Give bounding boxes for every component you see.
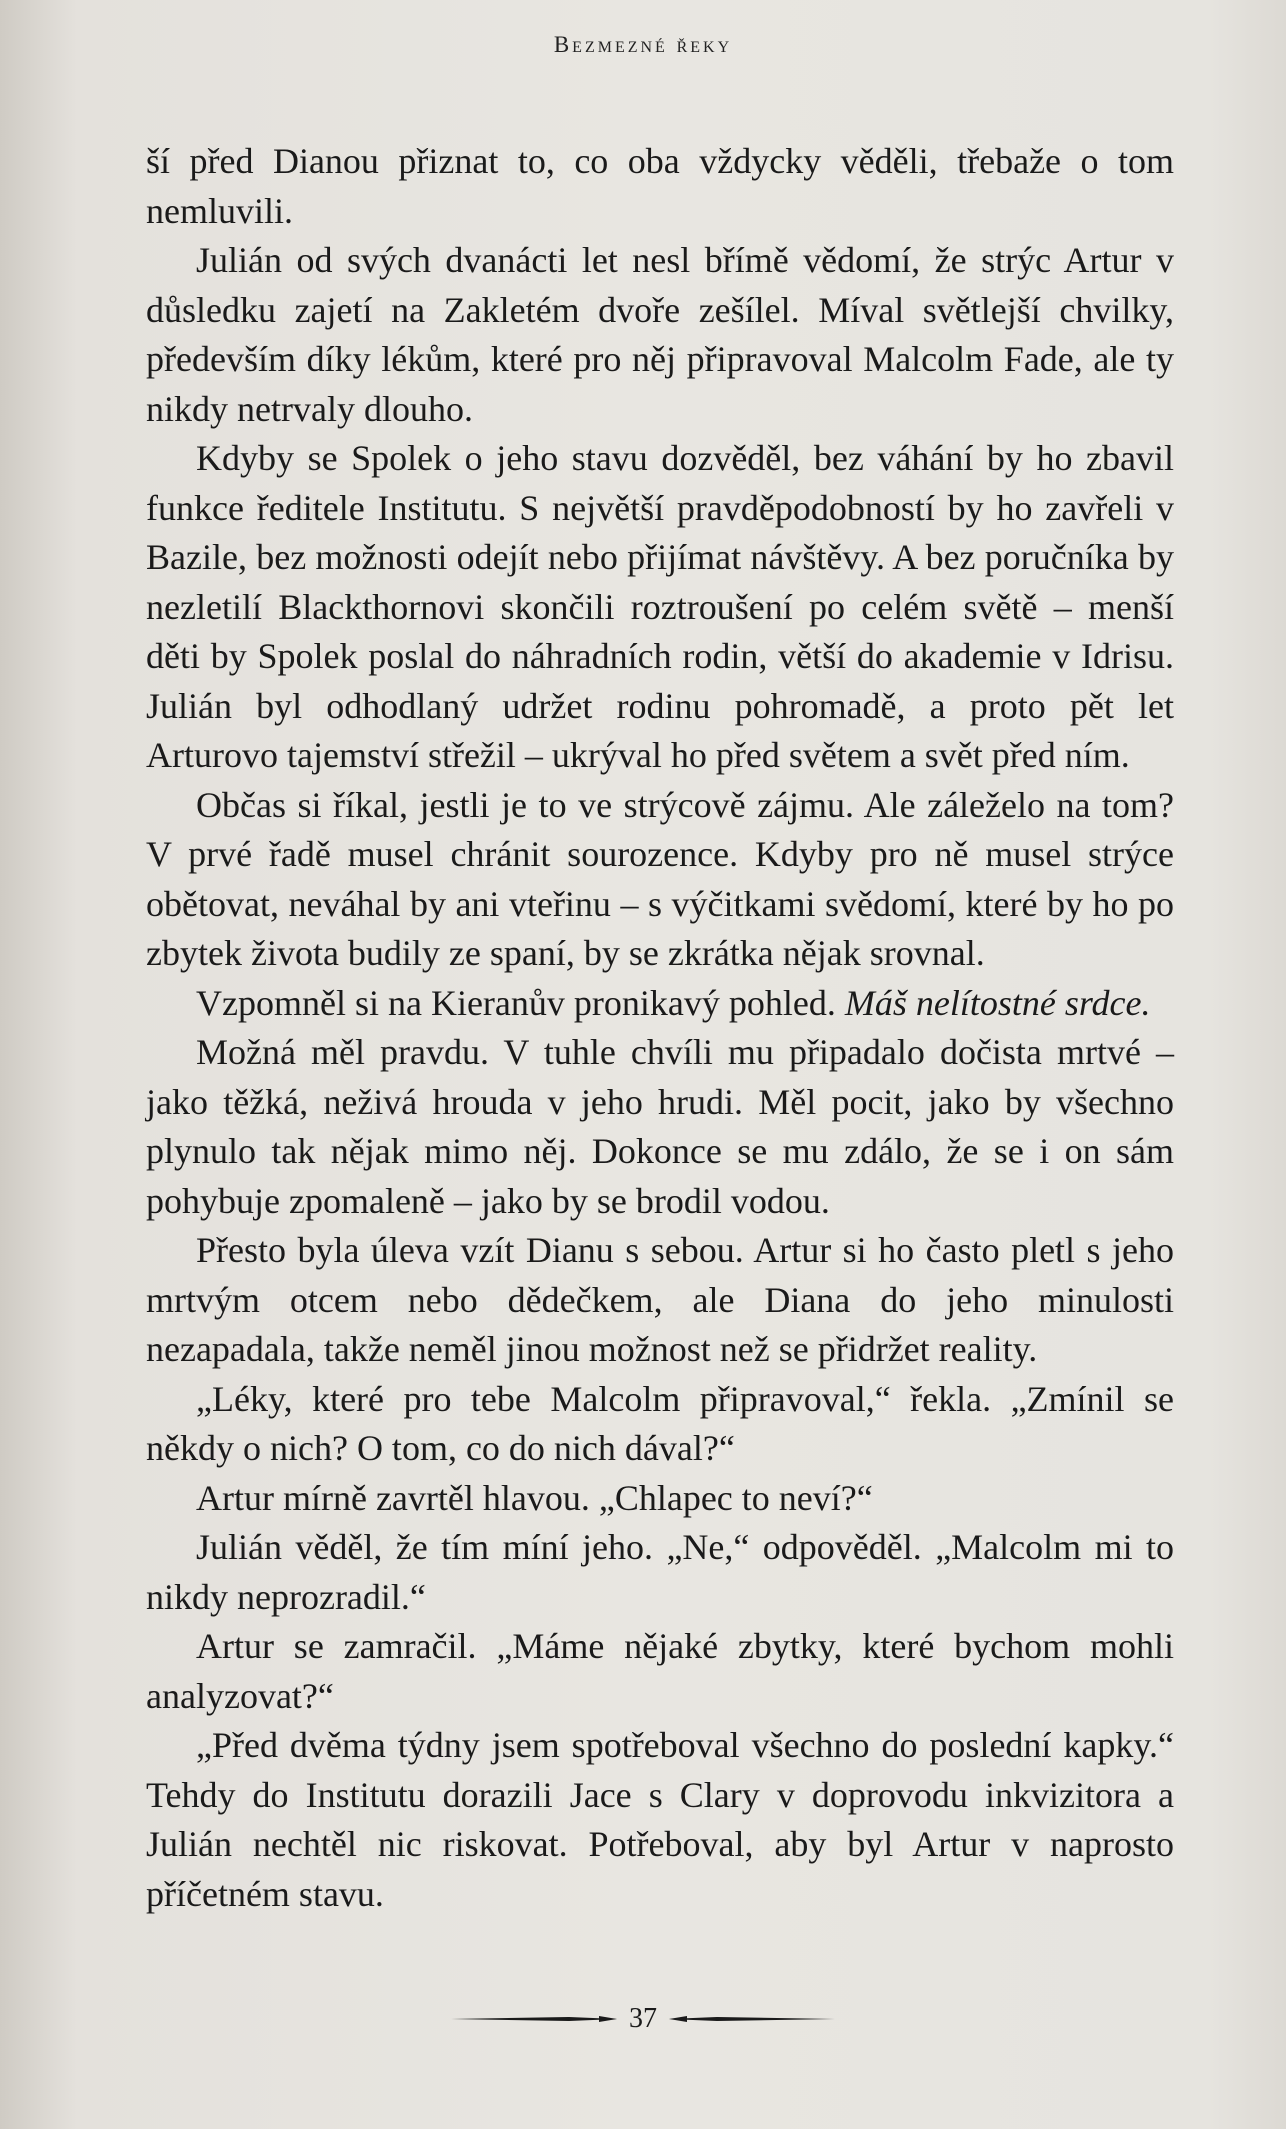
flourish-ornament-icon	[449, 2012, 619, 2026]
paragraph: Artur mírně zavrtěl hlavou. „Chlapec to neví?“	[196, 1477, 873, 1518]
paragraph: Občas si říkal, jestli je to ve strýcově zájmu. Ale záleželo na tom? V prvé řadě musel chránit sourozence. Kdyby pro ně musel strýce obětovat, neváhal by ani vteřinu – s výčitkami svědomí, které by ho po zbytek života budily ze spaní, by se zkrátka nějak srovnal.	[146, 784, 1174, 973]
running-head: Bezmezné řeky	[553, 32, 733, 57]
paragraph: Možná měl pravdu. V tuhle chvíli mu připadalo dočista mrtvé – jako těžká, neživá hrouda v jeho hrudi. Měl pocit, jako by všechno plynulo tak nějak mimo něj. Dokonce se mu zdálo, že se i on sám pohybuje zpomaleně – jako by se brodil vodou.	[146, 1032, 1174, 1221]
paragraph: „Léky, které pro tebe Malcolm připravoval,“ řekla. „Zmínil se někdy o nich? O tom, co do nich dával?“	[146, 1378, 1174, 1468]
paragraph: ší před Dianou přiznat to, co oba vždycky věděli, třebaže o tom nemluvili.	[146, 141, 1174, 231]
body-text	[146, 137, 1174, 1919]
remembered-lead: Vzpomněl si na Kieranův pronikavý pohled.	[196, 982, 845, 1023]
paragraph: Julián od svých dvanácti let nesl břímě vědomí, že strýc Artur v důsledku zajetí na Zakletém dvoře zešílel. Míval světlejší chvilky, především díky lékům, které pro něj připravoval Malcolm Fade, ale ty nikdy netrvaly dlouho.	[146, 240, 1174, 429]
paragraph: Přesto byla úleva vzít Dianu s sebou. Artur si ho často pletl s jeho mrtvým otcem nebo dědečkem, ale Diana do jeho minulosti nezapadala, takže neměl jinou možnost než se přidržet reality.	[146, 1230, 1174, 1369]
paragraph-remembered	[146, 979, 1174, 1029]
page-number: 37	[629, 2003, 657, 2034]
flourish-ornament-icon	[667, 2012, 837, 2026]
paragraph: Artur se zamračil. „Máme nějaké zbytky, které bychom mohli analyzovat?“	[146, 1626, 1174, 1716]
paragraph: Kdyby se Spolek o jeho stavu dozvěděl, bez váhání by ho zbavil funkce ředitele Institutu. S největší pravděpodobností by ho zavřeli v Bazile, bez možnosti odejít nebo přijímat návštěvy. A bez poručníka by nezletilí Blackthornovi skončili roztroušení po celém světě – menší děti by Spolek poslal do náhradních rodin, větší do akademie v Idrisu. Julián byl odhodlaný udržet rodinu pohromadě, a proto pět let Arturovo tajemství střežil – ukrýval ho před světem a svět před ním.	[146, 438, 1174, 775]
paragraph: Julián věděl, že tím míní jeho. „Ne,“ odpověděl. „Malcolm mi to nikdy neprozradil.“	[146, 1527, 1174, 1617]
remembered-quote: Máš nelítostné srdce.	[844, 982, 1151, 1023]
page-footer	[0, 2003, 1286, 2035]
paragraph: „Před dvěma týdny jsem spotřeboval všechno do poslední kapky.“ Tehdy do Institutu dorazili Jace s Clary v doprovodu inkvizitora a Julián nechtěl nic riskovat. Potřeboval, aby byl Artur v naprosto příčetném stavu.	[146, 1725, 1174, 1914]
